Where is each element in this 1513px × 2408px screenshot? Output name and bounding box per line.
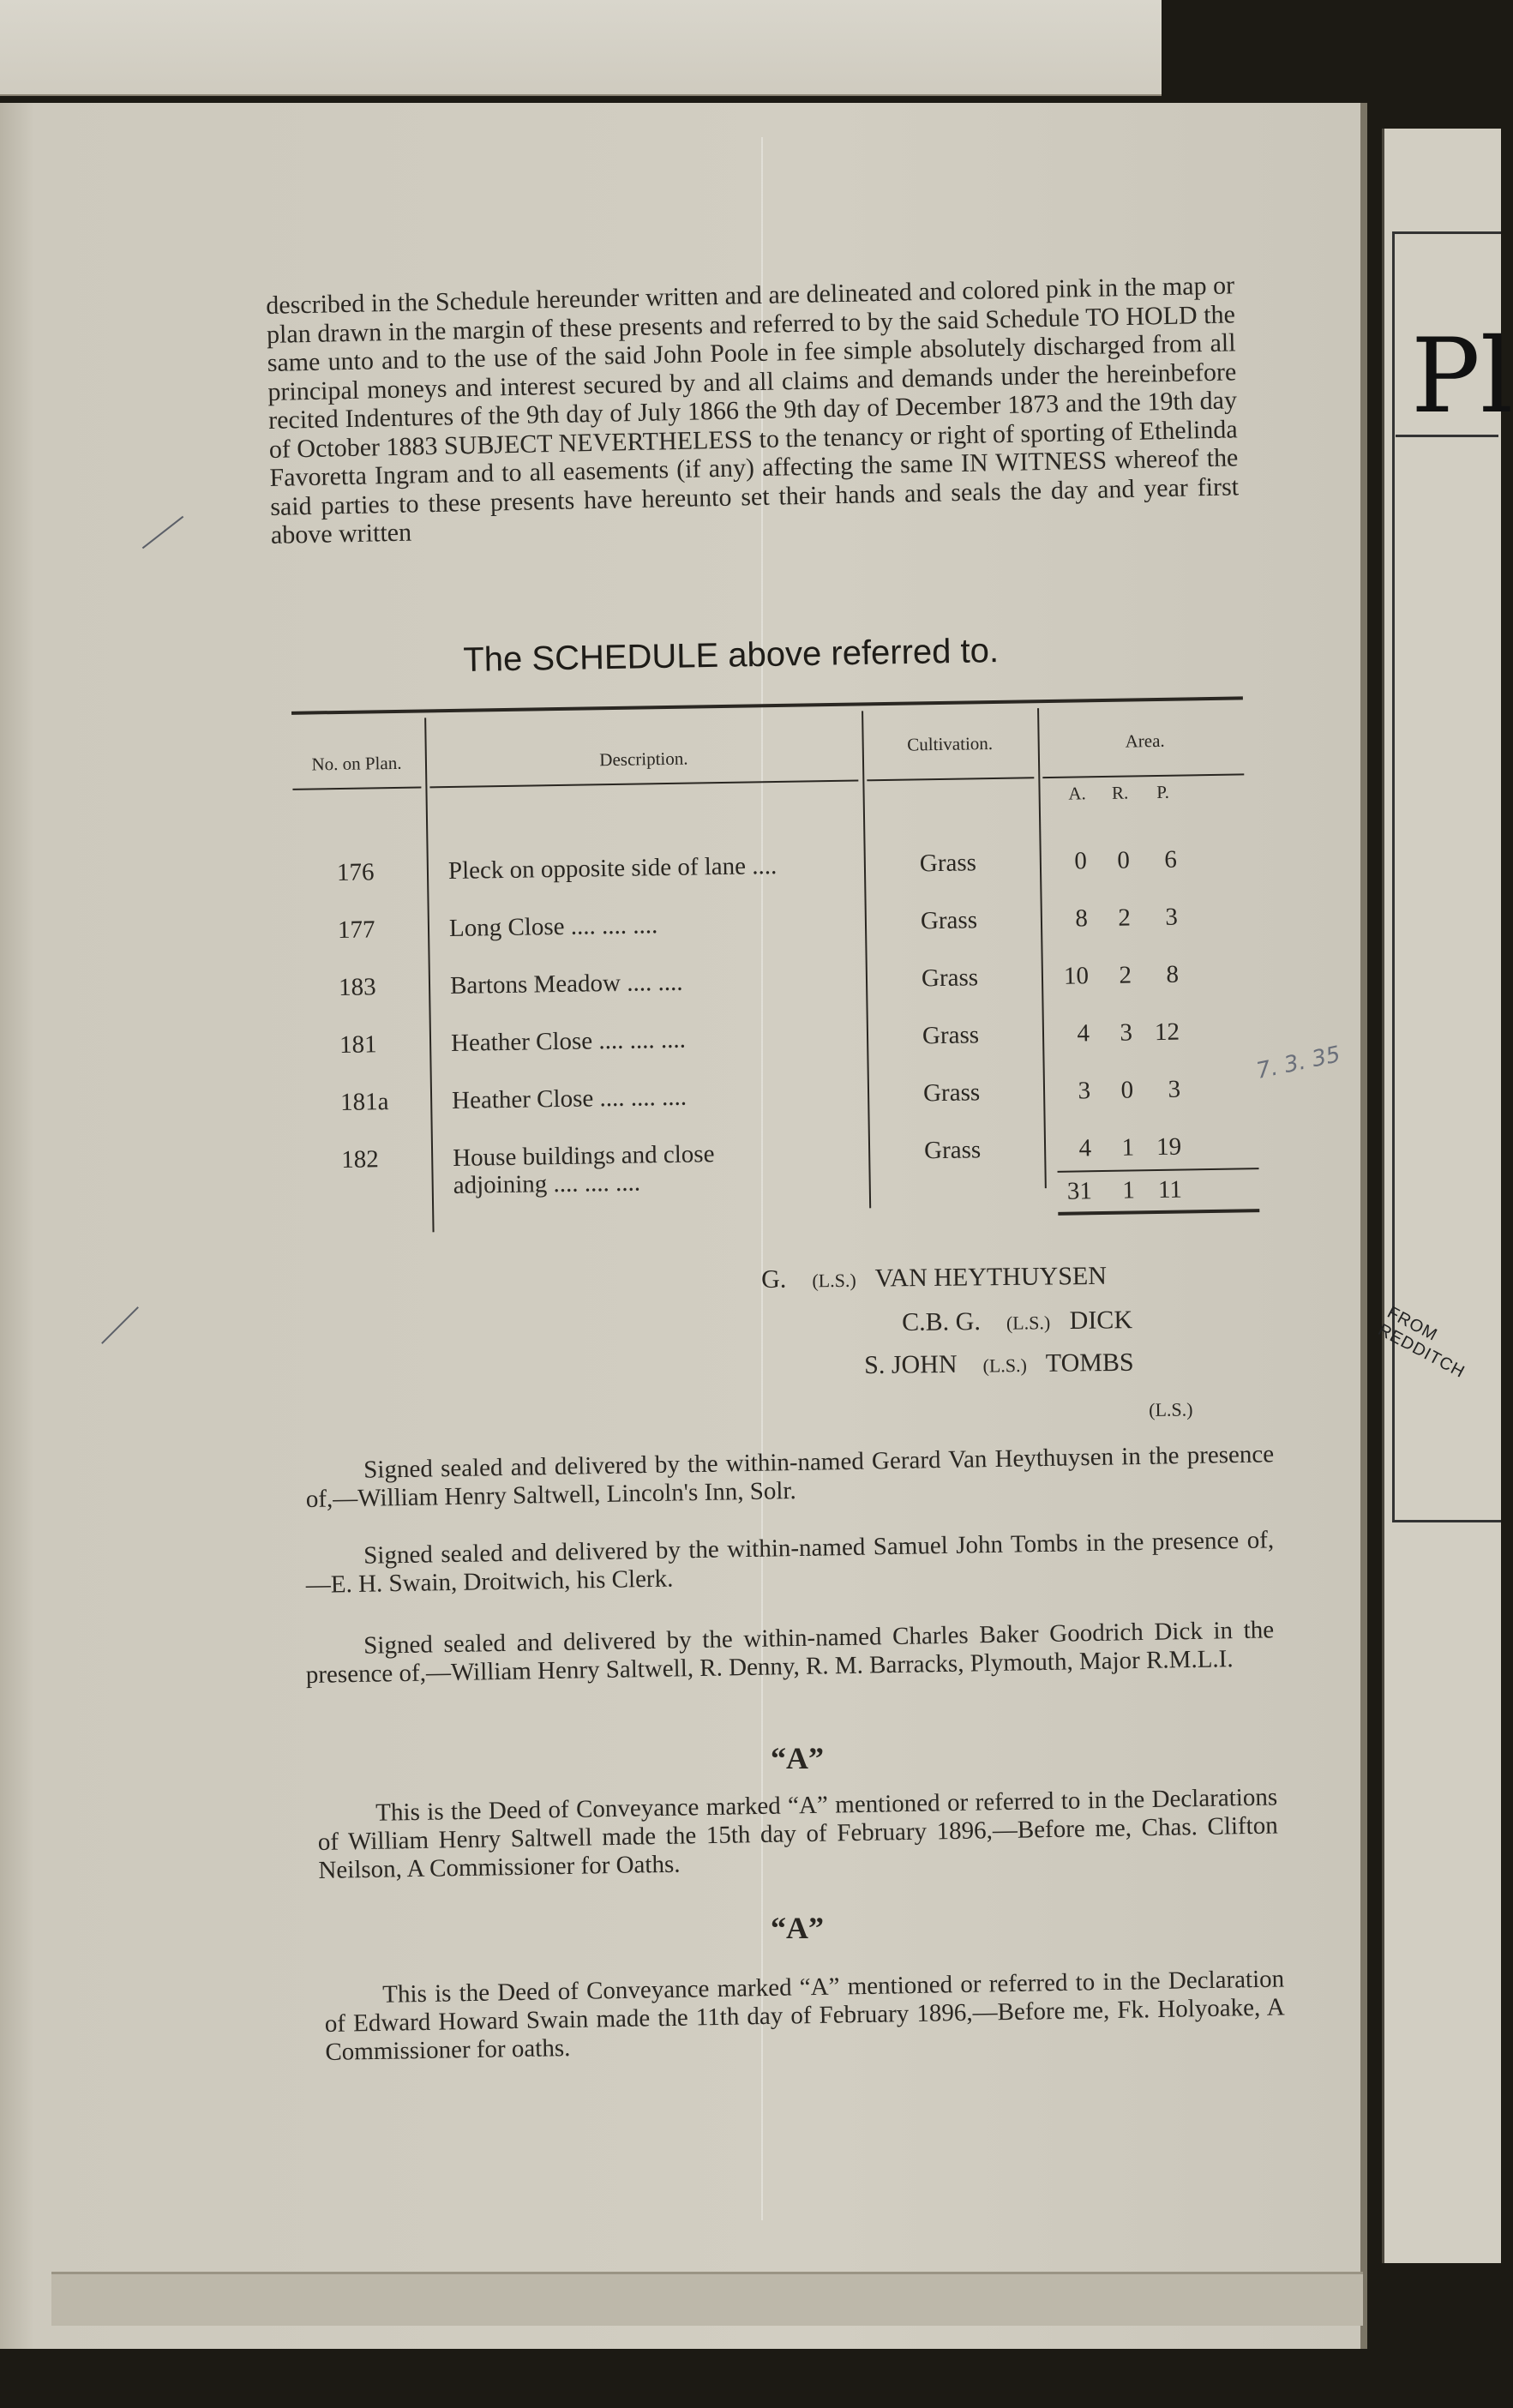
- header-rule: [867, 777, 1034, 781]
- cell-plan: 176: [336, 858, 375, 887]
- header-rule: [1042, 773, 1244, 778]
- attestation-dick: Signed sealed and delivered by the within-named Charles Baker Goodrich Dick in the presence of,—William Henry Saltwell, R. Denny, R. M. Barracks, Plymouth, Major R.M.L.I.: [305, 1616, 1275, 1689]
- cell-roods: 0: [1120, 1076, 1134, 1104]
- header-cultivation: Cultivation.: [907, 732, 994, 755]
- cell-description: Pleck on opposite side of lane ....: [447, 851, 778, 885]
- total-double-rule: [1058, 1209, 1259, 1216]
- exhibit-certificate-swain: This is the Deed of Conveyance marked “A” mentioned or referred to in the Declaration of Edward Howard Swain made the 11th day of February 1896,—Before me, Fk. Holyoake, A Commissioner for oaths.: [324, 1965, 1285, 2066]
- cell-description: Heather Close .... .... ....: [451, 1083, 687, 1114]
- cell-description: Heather Close .... .... ....: [450, 1025, 687, 1057]
- signature-initials: G.: [761, 1264, 787, 1294]
- total-acres: 31: [1066, 1177, 1093, 1205]
- header-description: Description.: [599, 748, 688, 771]
- cell-perches: 3: [1165, 903, 1179, 931]
- total-perches: 11: [1157, 1175, 1183, 1204]
- signature-dick: [902, 1306, 1132, 1337]
- schedule-table: [283, 696, 1260, 1252]
- exhibit-mark: “A”: [771, 1741, 824, 1775]
- cell-acres: 8: [1075, 904, 1089, 933]
- adjacent-plan-title: Pl: [1396, 317, 1498, 437]
- unit-roods: R.: [1111, 782, 1129, 803]
- cell-roods: 2: [1118, 904, 1132, 932]
- cell-cultivation: Grass: [922, 1078, 981, 1108]
- header-rule: [429, 779, 858, 788]
- seal-mark: (L.S.): [1006, 1312, 1051, 1334]
- column-rule: [424, 718, 434, 1232]
- cell-roods: 3: [1120, 1018, 1133, 1047]
- cell-acres: 4: [1078, 1134, 1092, 1162]
- cell-description: House buildings and close: [452, 1140, 715, 1172]
- cell-acres: 3: [1078, 1077, 1091, 1105]
- cell-plan: 181: [339, 1030, 377, 1060]
- signature-tombs: [864, 1348, 1134, 1380]
- cell-description-continued: adjoining .... .... ....: [453, 1168, 641, 1199]
- schedule-heading: The SCHEDULE above referred to.: [463, 632, 1000, 679]
- cell-cultivation: Grass: [920, 906, 978, 935]
- conveyance-paragraph: described in the Schedule hereunder written and are delineated and colored pink in the map or plan drawn in the margin of these presents and referred to by the said Schedule TO HOLD the same unto and to the use of the said John Poole in fee simple absolutely discharged from all principal moneys and interest secured by and all claims and demands under the hereinbefore recited Indentures of the 9th day of July 1866 the 9th day of December 1873 and the 19th day of October 1883 SUBJECT NEVERTHELESS to the tenancy or right of sporting of Ethelinda Favoretta Ingram and to all easements (if any) affecting the same IN WITNESS whereof the said parties to these presents have hereunto set their hands and seals the day and year first above written: [266, 271, 1240, 549]
- cell-plan: 183: [338, 973, 376, 1002]
- signature-name: TOMBS: [1045, 1348, 1134, 1378]
- total-rule: [1058, 1168, 1259, 1173]
- exhibit-mark: “A”: [771, 1911, 824, 1945]
- cell-description: Bartons Meadow .... ....: [449, 968, 683, 1000]
- cell-plan: 177: [337, 916, 375, 945]
- overlapping-sheet-edge: [0, 0, 1162, 96]
- cell-perches: 8: [1166, 960, 1180, 988]
- seal-mark: (L.S.): [812, 1269, 856, 1292]
- signature-initials: C.B. G.: [902, 1307, 982, 1336]
- unit-perches: P.: [1156, 781, 1170, 802]
- unit-acres: A.: [1068, 783, 1087, 804]
- cell-cultivation: Grass: [919, 849, 977, 878]
- cell-perches: 19: [1156, 1132, 1182, 1162]
- signature-name: DICK: [1069, 1306, 1133, 1335]
- attestation-tombs: Signed sealed and delivered by the within-named Samuel John Tombs in the presence of,—E. H. Swain, Droitwich, his Clerk.: [305, 1526, 1275, 1599]
- cell-roods: 2: [1119, 961, 1132, 989]
- exhibit-certificate-saltwell: This is the Deed of Conveyance marked “A” mentioned or referred to in the Declarations of William Henry Saltwell made the 15th day of February 1896,—Before me, Chas. Clifton Neilson, A Commissioner for Oaths.: [317, 1783, 1278, 1884]
- header-plan: No. on Plan.: [311, 752, 402, 775]
- signature-van-heythuysen: [761, 1262, 1107, 1294]
- cell-roods: 1: [1121, 1133, 1135, 1162]
- header-area: Area.: [1125, 730, 1165, 752]
- signature-initials: S. JOHN: [864, 1349, 958, 1379]
- cell-perches: 12: [1154, 1018, 1180, 1047]
- cell-plan: 182: [340, 1145, 379, 1174]
- column-rule: [1037, 708, 1047, 1188]
- cell-description: Long Close .... .... ....: [448, 911, 658, 942]
- column-rule: [862, 711, 871, 1208]
- cell-plan: 181a: [339, 1088, 389, 1116]
- seal-mark: (L.S.): [1149, 1398, 1193, 1420]
- cell-acres: 0: [1074, 847, 1088, 875]
- total-roods: 1: [1122, 1176, 1136, 1204]
- header-rule: [292, 786, 421, 790]
- cell-perches: 3: [1168, 1075, 1181, 1103]
- cell-cultivation: Grass: [923, 1136, 982, 1165]
- page-bottom-edge: [51, 2272, 1363, 2326]
- signature-name: VAN HEYTHUYSEN: [874, 1261, 1108, 1293]
- cell-acres: 10: [1063, 962, 1090, 990]
- attestation-van-heythuysen: Signed sealed and delivered by the within-named Gerard Van Heythuysen in the presence of,—William Henry Saltwell, Lincoln's Inn, Solr.: [305, 1440, 1275, 1513]
- cell-cultivation: Grass: [921, 964, 979, 993]
- pencil-area-note: 7. 3. 35: [1253, 1042, 1343, 1084]
- cell-roods: 0: [1117, 846, 1131, 874]
- cell-acres: 4: [1077, 1019, 1090, 1048]
- cell-perches: 6: [1164, 845, 1178, 874]
- cell-cultivation: Grass: [922, 1021, 980, 1050]
- adjacent-plan-label: FROM REDDITCH: [1374, 1303, 1468, 1383]
- signature-blank-seal: [1149, 1393, 1193, 1423]
- seal-mark: (L.S.): [982, 1354, 1028, 1377]
